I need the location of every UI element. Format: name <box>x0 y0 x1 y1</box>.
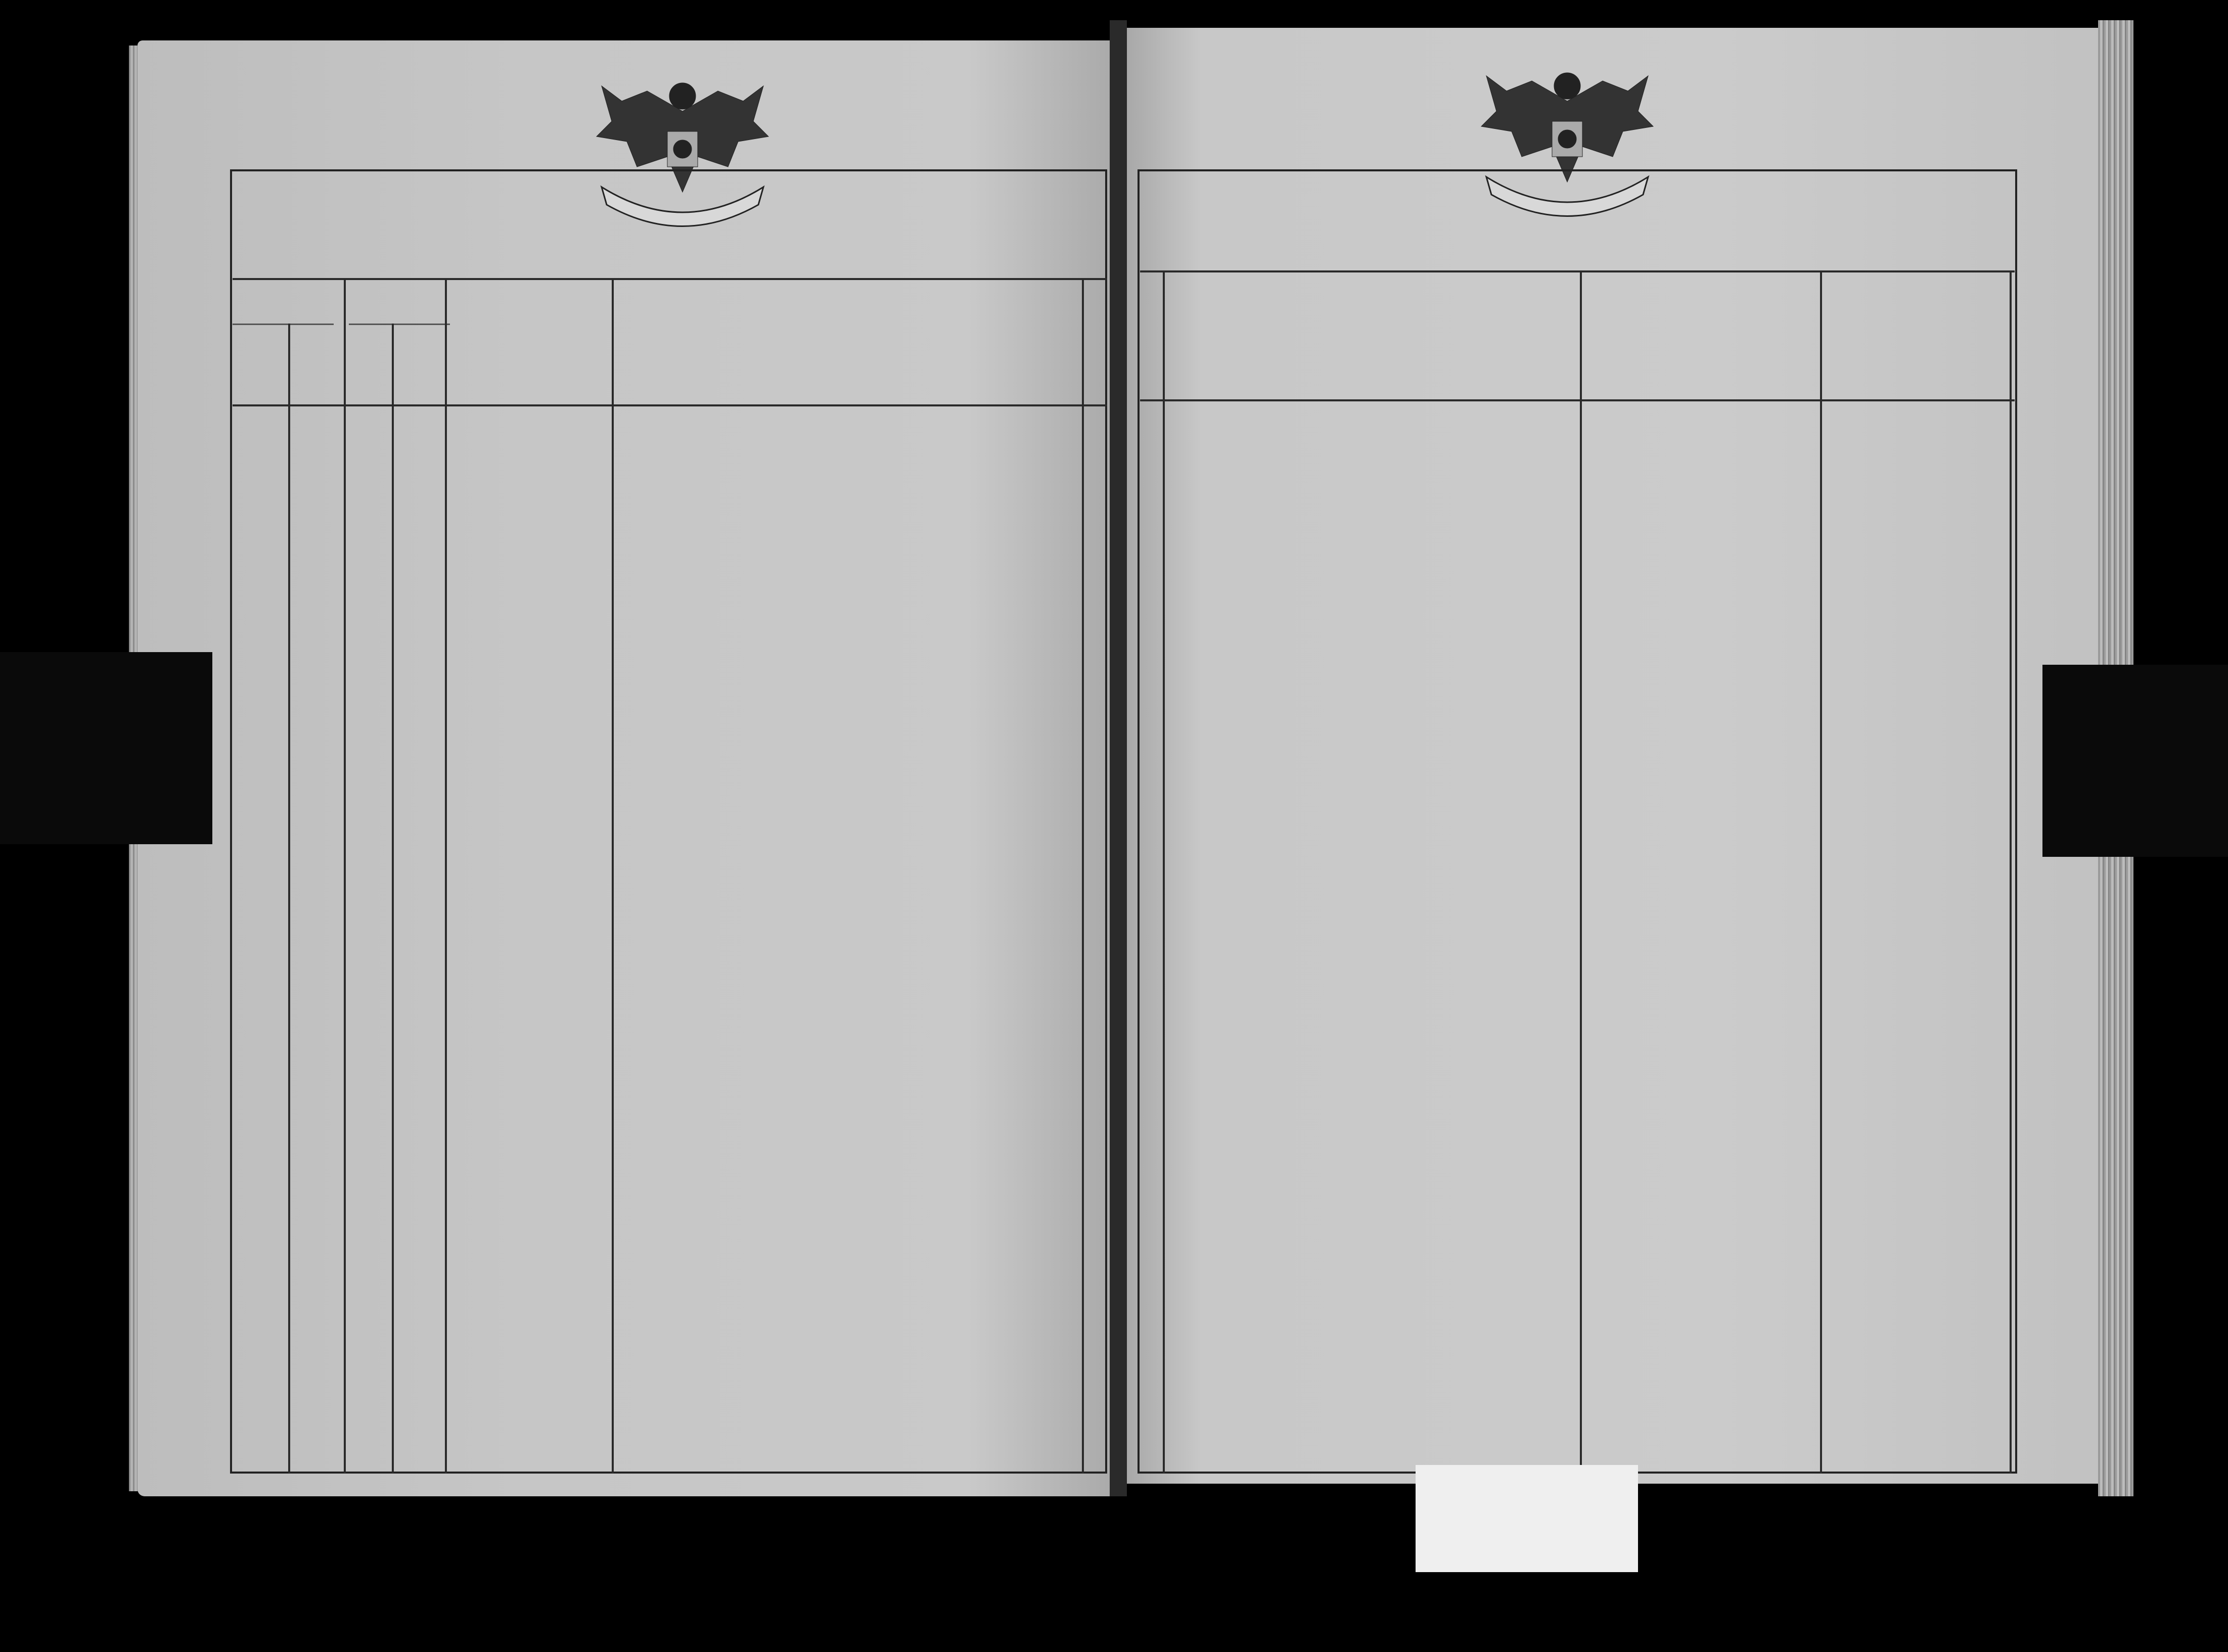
refilm-stamp <box>1416 1465 1638 1572</box>
col-line-6 <box>1082 278 1084 1474</box>
col-line-9 <box>1820 270 1822 1474</box>
header-top-rule-left <box>233 278 1107 280</box>
date-subheader-rule <box>349 324 450 325</box>
col-line-4 <box>445 278 447 1474</box>
left-table-frame <box>230 169 1107 1474</box>
header-bottom-rule-right <box>1140 399 2015 401</box>
clip-left <box>0 652 212 844</box>
clip-right <box>2042 665 2228 857</box>
col-line-8 <box>1580 270 1582 1474</box>
header-top-rule-right <box>1140 270 2015 272</box>
col-line-7 <box>1163 270 1165 1474</box>
col-line-3 <box>392 324 394 1474</box>
col-line-1 <box>288 324 290 1474</box>
book-gutter <box>1110 20 1127 1496</box>
count-subheader-rule <box>233 324 334 325</box>
col-line-10 <box>2010 270 2012 1474</box>
col-line-2 <box>344 278 346 1474</box>
right-table-frame <box>1138 169 2017 1474</box>
header-bottom-rule-left <box>233 404 1107 406</box>
col-line-5 <box>612 278 614 1474</box>
